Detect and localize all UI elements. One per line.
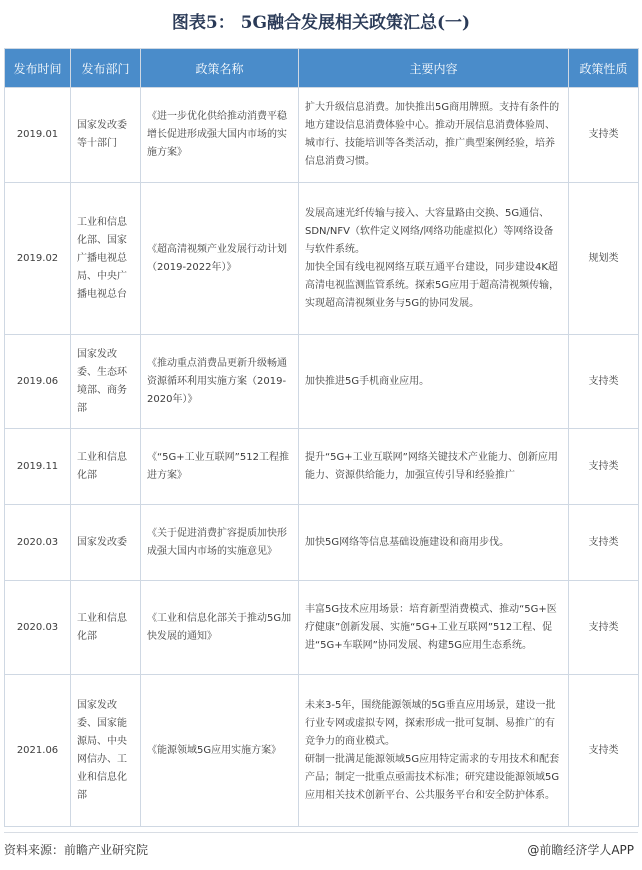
cell-content bbox=[299, 505, 569, 581]
content-paragraph: 加快推进5G手机商业应用。 bbox=[305, 375, 430, 387]
cell-dept: 工业和信息化部 bbox=[71, 429, 141, 505]
cell-content bbox=[299, 183, 569, 335]
cell-type: 支持类 bbox=[569, 429, 639, 505]
table-row bbox=[5, 183, 639, 335]
table-row bbox=[5, 88, 639, 183]
cell-policy-name: 《进一步优化供给推动消费平稳增长促进形成强大国内市场的实施方案》 bbox=[141, 88, 299, 183]
content-paragraph: 研制一批满足能源领域5G应用特定需求的专用技术和配套产品；制定一批重点亟需技术标准；研究建设能源领域5G应用相关技术创新平台、公共服务平台和安全防护体系。 bbox=[305, 753, 560, 801]
content-paragraph: 加快5G网络等信息基础设施建设和商用步伐。 bbox=[305, 536, 510, 548]
cell-type: 规划类 bbox=[569, 183, 639, 335]
cell-content bbox=[299, 429, 569, 505]
cell-dept: 国家发改委等十部门 bbox=[71, 88, 141, 183]
page-title: 图表5： 5G融合发展相关政策汇总(一) bbox=[171, 13, 471, 33]
cell-type: 支持类 bbox=[569, 505, 639, 581]
cell-policy-name: 《推动重点消费品更新升级畅通资源循环利用实施方案（2019-2020年）》 bbox=[141, 335, 299, 429]
cell-date: 2020.03 bbox=[5, 505, 71, 581]
header-name: 政策名称 bbox=[141, 49, 299, 88]
cell-dept: 工业和信息化部 bbox=[71, 581, 141, 675]
header-content: 主要内容 bbox=[299, 49, 569, 88]
content-paragraph: 未来3-5年，围绕能源领域的5G垂直应用场景，建设一批行业专网或虚拟专网，探索形成一批可复制、易推广的有竞争力的商业模式。 bbox=[305, 699, 556, 747]
cell-date: 2019.01 bbox=[5, 88, 71, 183]
cell-date: 2019.02 bbox=[5, 183, 71, 335]
header-dept: 发布部门 bbox=[71, 49, 141, 88]
source-note: 资料来源：前瞻产业研究院 bbox=[4, 843, 149, 857]
header-type: 政策性质 bbox=[569, 49, 639, 88]
cell-content bbox=[299, 581, 569, 675]
cell-dept: 国家发改委 bbox=[71, 505, 141, 581]
content-paragraph: 加快全国有线电视网络互联互通平台建设，同步建设4K超高清电视监测监管系统。探索5G应用于超高清视频传输，实现超高清视频业务与5G的协同发展。 bbox=[305, 261, 560, 309]
cell-type: 支持类 bbox=[569, 675, 639, 827]
cell-dept: 工业和信息化部、国家广播电视总局、中央广播电视总台 bbox=[71, 183, 141, 335]
cell-date: 2019.11 bbox=[5, 429, 71, 505]
table-row bbox=[5, 581, 639, 675]
cell-dept: 国家发改委、国家能源局、中央网信办、工业和信息化部 bbox=[71, 675, 141, 827]
cell-policy-name: 《工业和信息化部关于推动5G加快发展的通知》 bbox=[141, 581, 299, 675]
cell-policy-name: 《“5G+工业互联网”512工程推进方案》 bbox=[141, 429, 299, 505]
cell-content bbox=[299, 675, 569, 827]
cell-date: 2021.06 bbox=[5, 675, 71, 827]
brand-credit: @前瞻经济学人APP bbox=[527, 843, 634, 857]
content-paragraph: 丰富5G技术应用场景：培育新型消费模式、推动“5G+医疗健康”创新发展、实施“5G+工业互联网”512工程、促进“5G+车联网”协同发展、构建5G应用生态系统。 bbox=[305, 603, 557, 651]
cell-policy-name: 《关于促进消费扩容提质加快形成强大国内市场的实施意见》 bbox=[141, 505, 299, 581]
cell-content bbox=[299, 88, 569, 183]
policy-table bbox=[4, 48, 639, 827]
footer-divider bbox=[4, 832, 638, 833]
cell-date: 2019.06 bbox=[5, 335, 71, 429]
table-row bbox=[5, 429, 639, 505]
table-row bbox=[5, 505, 639, 581]
cell-content bbox=[299, 335, 569, 429]
table-header-row bbox=[5, 49, 639, 88]
content-paragraph: 扩大升级信息消费。加快推出5G商用牌照。支持有条件的地方建设信息消费体验中心。推动开展信息消费体验周、城市行、技能培训等各类活动，推广典型案例经验，培养信息消费习惯。 bbox=[305, 102, 560, 167]
cell-date: 2020.03 bbox=[5, 581, 71, 675]
content-paragraph: 提升“5G+工业互联网”网络关键技术产业能力、创新应用能力、资源供给能力，加强宣传引导和经验推广 bbox=[305, 451, 558, 481]
cell-policy-name: 《超高清视频产业发展行动计划（2019-2022年）》 bbox=[141, 183, 299, 335]
table-row bbox=[5, 675, 639, 827]
cell-policy-name: 《能源领域5G应用实施方案》 bbox=[141, 675, 299, 827]
header-date: 发布时间 bbox=[5, 49, 71, 88]
cell-type: 支持类 bbox=[569, 581, 639, 675]
cell-dept: 国家发改委、生态环境部、商务部 bbox=[71, 335, 141, 429]
table-row bbox=[5, 335, 639, 429]
content-paragraph: 发展高速光纤传输与接入、大容量路由交换、5G通信、SDN/NFV（软件定义网络/网络功能虚拟化）等网络设备与软件系统。 bbox=[305, 207, 554, 255]
cell-type: 支持类 bbox=[569, 88, 639, 183]
cell-type: 支持类 bbox=[569, 335, 639, 429]
